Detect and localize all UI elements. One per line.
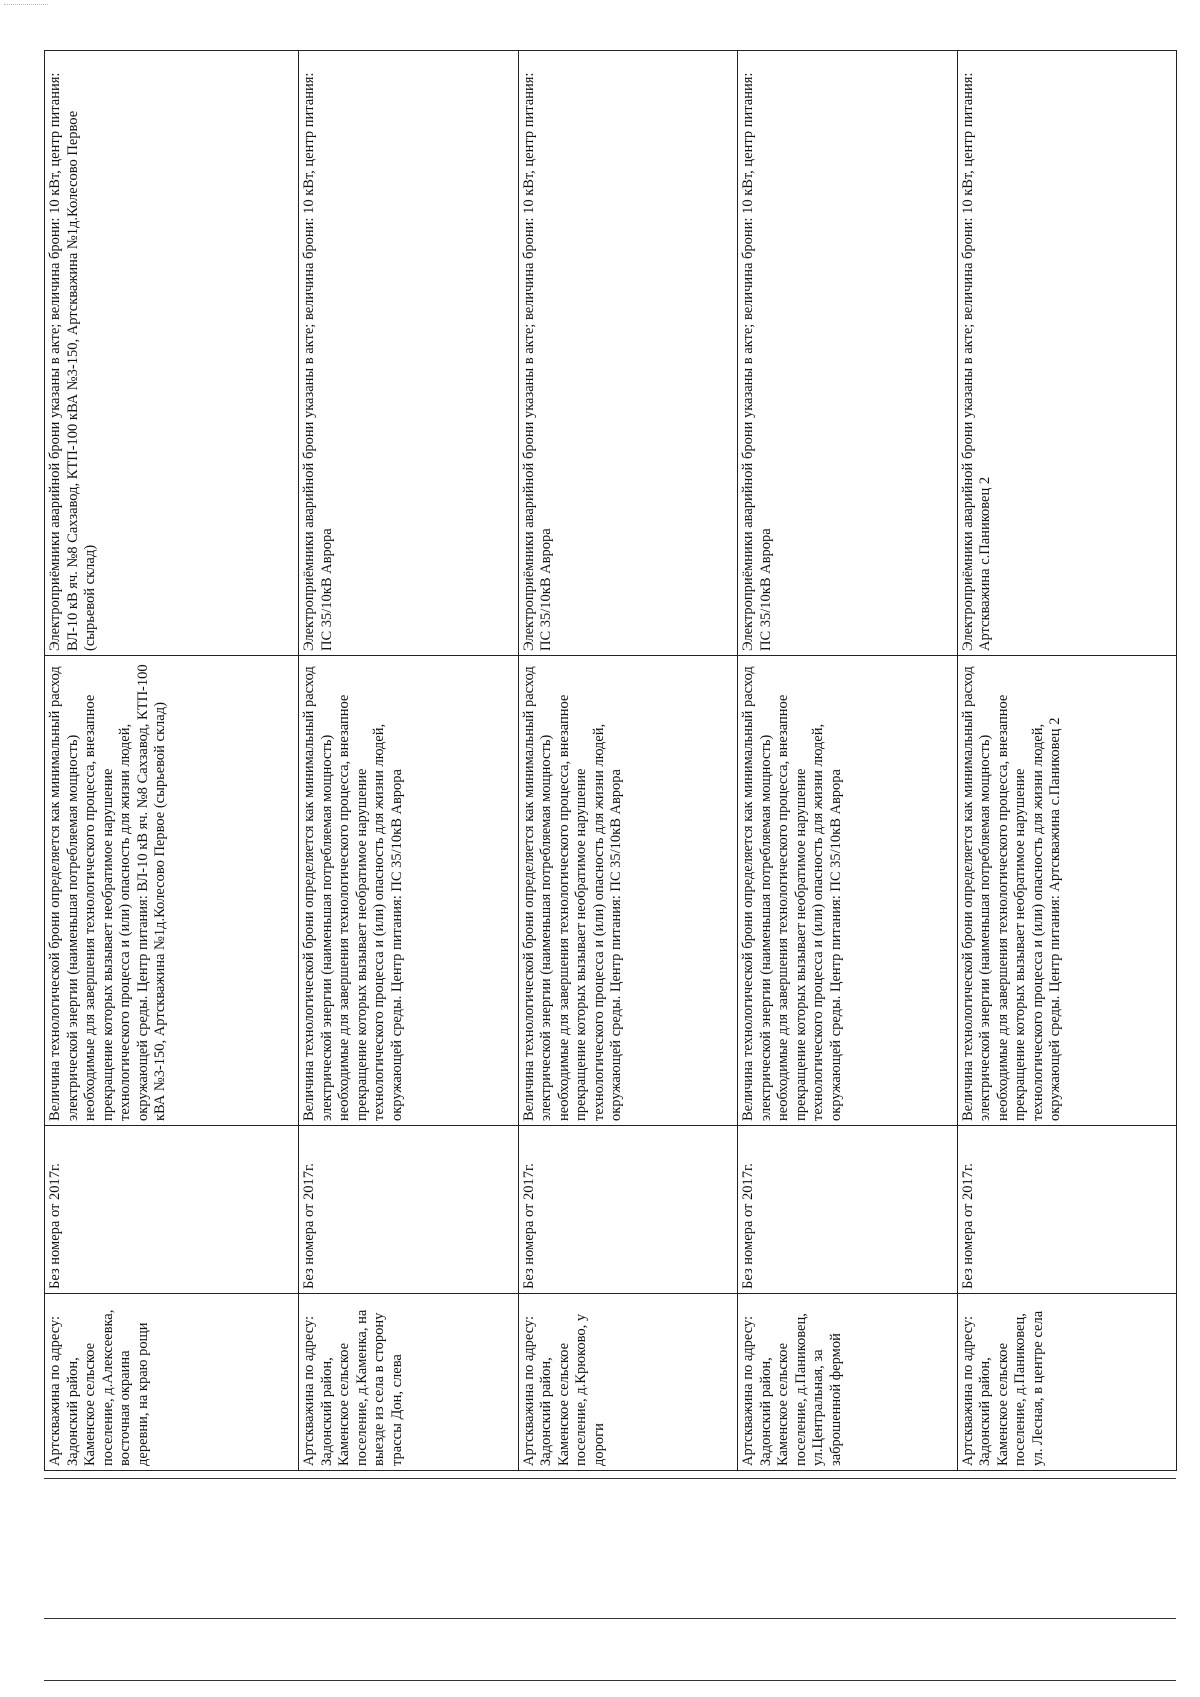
emergency-reserve-cell: Электроприёмники аварийной брони указаны в акте; величина брони: 10 кВт, центр питания: ВЛ-10 кВ яч. №8 Сахзавод, КТП-100 кВА №3-150, Артскважина №1д.Колесово Первое (сырьевой склад): [45, 51, 299, 656]
act-cell: Без номера от 2017г.: [518, 1126, 737, 1294]
address-cell: Артскважина по адресу: Задонский район, Каменское сельское поселение, д.Алексеевка, восточная окраина деревни, на краю рощи: [45, 1294, 299, 1471]
table-row: [518, 51, 737, 1471]
emergency-reserve-cell: Электроприёмники аварийной брони указаны в акте; величина брони: 10 кВт, центр питания: Артскважина с.Паниковец 2: [957, 51, 1176, 656]
act-cell: Без номера от 2017г.: [45, 1126, 299, 1294]
address-cell: Артскважина по адресу: Задонский район, Каменское сельское поселение, д.Крюково, у дороги: [518, 1294, 737, 1471]
table-row: [957, 51, 1176, 1471]
address-cell: Артскважина по адресу: Задонский район, Каменское сельское поселение, д.Каменка, на выезде из села в сторону трассы Дон, слева: [299, 1294, 518, 1471]
emergency-reserve-cell: Электроприёмники аварийной брони указаны в акте; величина брони: 10 кВт, центр питания: ПС 35/10кВ Аврора: [738, 51, 957, 656]
address-cell: Артскважина по адресу: Задонский район, Каменское сельское поселение, д.Паниковец, ул.Центральная, за заброшенной фермой: [738, 1294, 957, 1471]
table-row: [299, 51, 518, 1471]
reserve-table: [44, 50, 1177, 1471]
divider-line: [44, 1680, 1176, 1681]
emergency-reserve-cell: Электроприёмники аварийной брони указаны в акте; величина брони: 10 кВт, центр питания: ПС 35/10кВ Аврора: [518, 51, 737, 656]
act-cell: Без номера от 2017г.: [738, 1126, 957, 1294]
technological-reserve-cell: Величина технологической брони определяется как минимальный расход электрической энергии (наименьшая потребляемая мощность) необходимые для завершения технологического процесса, внезапное прекращение которых вызывает необратимое нарушение технологического процесса и (или) опасность для жизни людей, окружающей среды. Центр питания: ВЛ-10 кВ яч. №8 Сахзавод, КТП-100 кВА №3-150, Артскважина №1д.Колесово Первое (сырьевой склад): [45, 656, 299, 1126]
scan-corner-mark: [4, 4, 48, 5]
divider-line: [44, 1618, 1176, 1619]
emergency-reserve-cell: Электроприёмники аварийной брони указаны в акте; величина брони: 10 кВт, центр питания: ПС 35/10кВ Аврора: [299, 51, 518, 656]
rotated-table-container: [44, 51, 1177, 1471]
table-row: [738, 51, 957, 1471]
technological-reserve-cell: Величина технологической брони определяется как минимальный расход электрической энергии (наименьшая потребляемая мощность) необходимые для завершения технологического процесса, внезапное прекращение которых вызывает необратимое нарушение технологического процесса и (или) опасность для жизни людей, окружающей среды. Центр питания: ПС 35/10кВ Аврора: [738, 656, 957, 1126]
divider-line: [44, 1478, 1176, 1479]
technological-reserve-cell: Величина технологической брони определяется как минимальный расход электрической энергии (наименьшая потребляемая мощность) необходимые для завершения технологического процесса, внезапное прекращение которых вызывает необратимое нарушение технологического процесса и (или) опасность для жизни людей, окружающей среды. Центр питания: ПС 35/10кВ Аврора: [299, 656, 518, 1126]
act-cell: Без номера от 2017г.: [957, 1126, 1176, 1294]
technological-reserve-cell: Величина технологической брони определяется как минимальный расход электрической энергии (наименьшая потребляемая мощность) необходимые для завершения технологического процесса, внезапное прекращение которых вызывает необратимое нарушение технологического процесса и (или) опасность для жизни людей, окружающей среды. Центр питания: ПС 35/10кВ Аврора: [518, 656, 737, 1126]
table-row: [45, 51, 299, 1471]
address-cell: Артскважина по адресу: Задонский район, Каменское сельское поселение, д.Паниковец, ул. Лесная, в центре села: [957, 1294, 1176, 1471]
act-cell: Без номера от 2017г.: [299, 1126, 518, 1294]
technological-reserve-cell: Величина технологической брони определяется как минимальный расход электрической энергии (наименьшая потребляемая мощность) необходимые для завершения технологического процесса, внезапное прекращение которых вызывает необратимое нарушение технологического процесса и (или) опасность для жизни людей, окружающей среды. Центр питания: Артскважина с.Паниковец 2: [957, 656, 1176, 1126]
